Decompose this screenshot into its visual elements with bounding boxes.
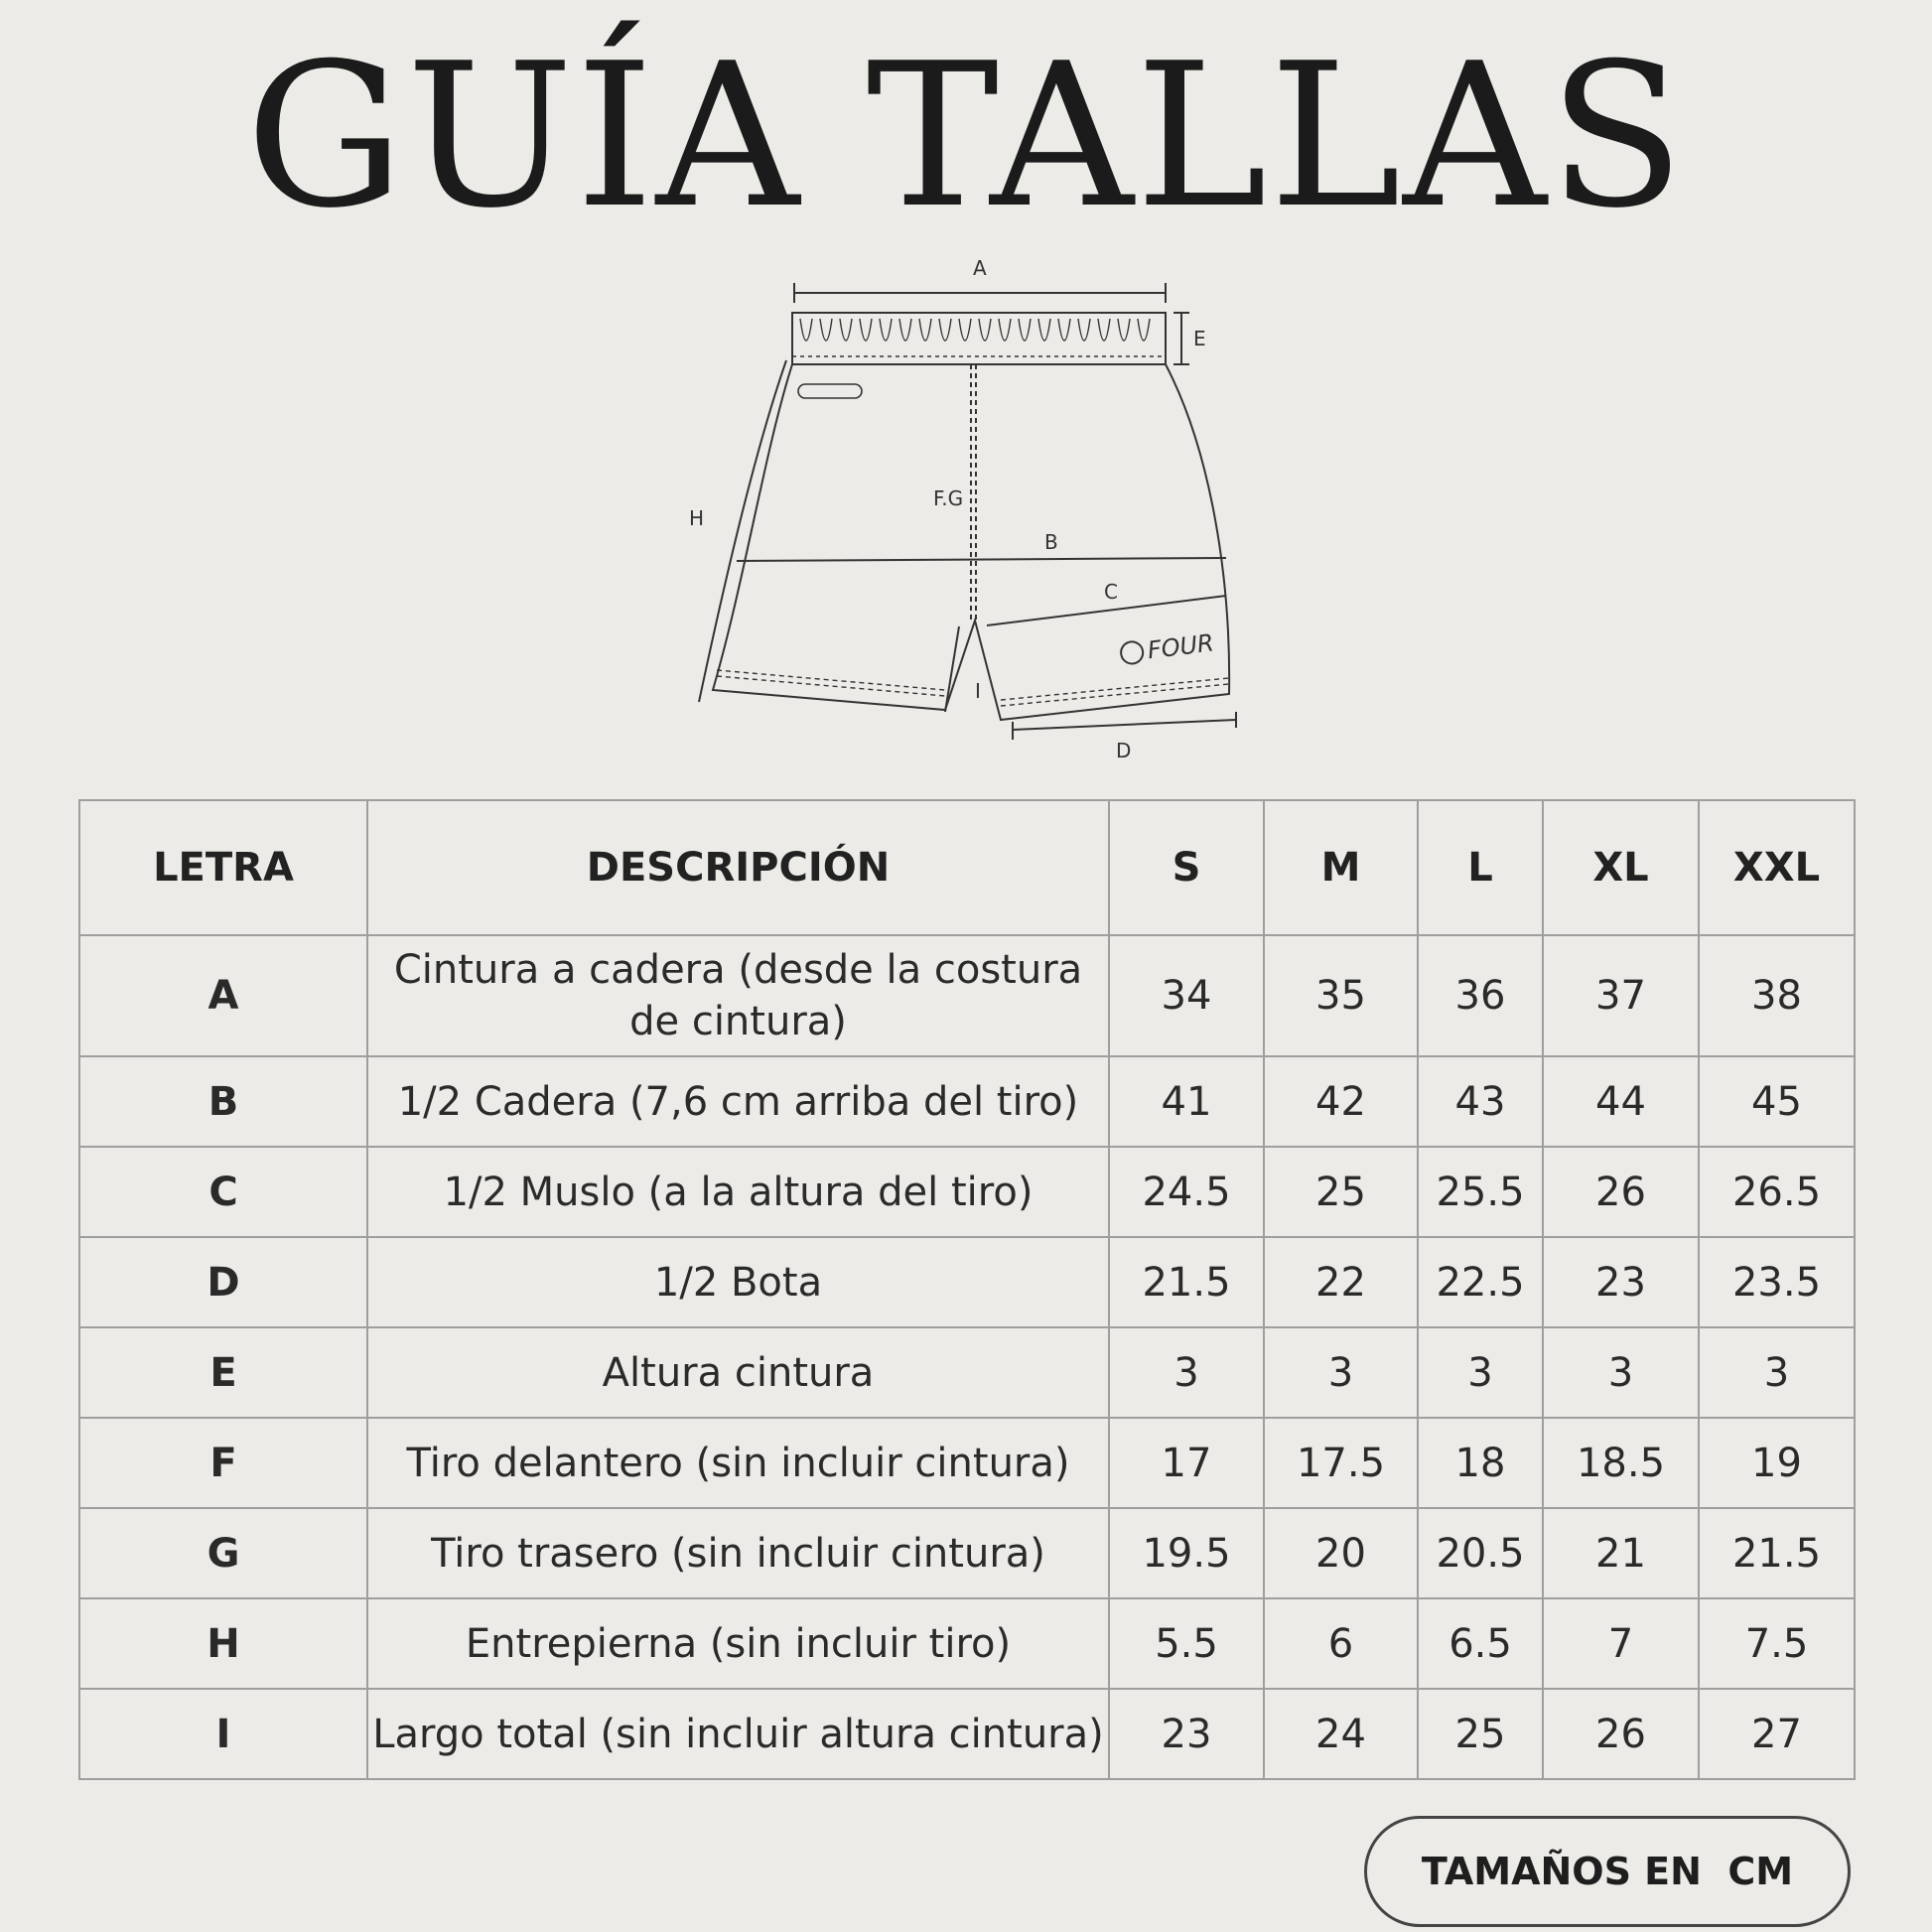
cell-letter: F (79, 1418, 367, 1508)
cell-letter: B (79, 1056, 367, 1147)
cell-xl: 26 (1543, 1147, 1699, 1237)
cell-description: Cintura a cadera (desde la costura de cintura) (367, 935, 1109, 1056)
dimension-line-h (699, 360, 786, 702)
table-row (79, 1508, 1855, 1598)
measure-line-i (945, 626, 959, 712)
cell-xl: 21 (1543, 1508, 1699, 1598)
cell-m: 25 (1264, 1147, 1418, 1237)
table-row (79, 1237, 1855, 1327)
cell-xxl: 23.5 (1699, 1237, 1855, 1327)
table-row (79, 1598, 1855, 1689)
cell-xxl: 45 (1699, 1056, 1855, 1147)
cell-letter: E (79, 1327, 367, 1418)
cell-l: 20.5 (1418, 1508, 1543, 1598)
cell-xl: 44 (1543, 1056, 1699, 1147)
back-label (798, 384, 862, 398)
table-row (79, 1056, 1855, 1147)
label-d: D (1116, 739, 1132, 762)
cell-xl: 18.5 (1543, 1418, 1699, 1508)
cell-m: 17.5 (1264, 1418, 1418, 1508)
table-row (79, 1418, 1855, 1508)
dimension-line-d (1013, 720, 1236, 730)
cell-m: 6 (1264, 1598, 1418, 1689)
cell-description: 1/2 Muslo (a la altura del tiro) (367, 1147, 1109, 1237)
cell-letter: H (79, 1598, 367, 1689)
cell-description: Entrepierna (sin incluir tiro) (367, 1598, 1109, 1689)
cell-l: 25 (1418, 1689, 1543, 1779)
cell-letter: C (79, 1147, 367, 1237)
units-note-badge: TAMAÑOS EN CM (1364, 1816, 1851, 1927)
shorts-diagram (675, 253, 1271, 769)
size-chart-table (78, 799, 1856, 1780)
cell-description: 1/2 Cadera (7,6 cm arriba del tiro) (367, 1056, 1109, 1147)
brand-logo-icon (1120, 640, 1145, 665)
table-row (79, 1147, 1855, 1237)
cell-letter: I (79, 1689, 367, 1779)
header-description: DESCRIPCIÓN (367, 800, 1109, 935)
cell-description: Altura cintura (367, 1327, 1109, 1418)
label-b: B (1044, 530, 1058, 554)
cell-s: 24.5 (1109, 1147, 1264, 1237)
header-size-xl: XL (1543, 800, 1699, 935)
label-e: E (1193, 327, 1206, 350)
cell-xxl: 26.5 (1699, 1147, 1855, 1237)
cell-m: 42 (1264, 1056, 1418, 1147)
cell-l: 43 (1418, 1056, 1543, 1147)
cell-xxl: 19 (1699, 1418, 1855, 1508)
cell-xxl: 38 (1699, 935, 1855, 1056)
cell-s: 34 (1109, 935, 1264, 1056)
cell-description: 1/2 Bota (367, 1237, 1109, 1327)
cell-letter: G (79, 1508, 367, 1598)
cell-s: 17 (1109, 1418, 1264, 1508)
cell-xl: 26 (1543, 1689, 1699, 1779)
cell-l: 22.5 (1418, 1237, 1543, 1327)
table-row (79, 1327, 1855, 1418)
cell-l: 6.5 (1418, 1598, 1543, 1689)
cell-s: 21.5 (1109, 1237, 1264, 1327)
header-letter: LETRA (79, 800, 367, 935)
cell-xl: 37 (1543, 935, 1699, 1056)
cell-l: 18 (1418, 1418, 1543, 1508)
label-c: C (1104, 580, 1118, 604)
cell-xl: 23 (1543, 1237, 1699, 1327)
cell-xxl: 27 (1699, 1689, 1855, 1779)
label-fg: F.G (933, 486, 964, 510)
table-row (79, 935, 1855, 1056)
cell-xxl: 21.5 (1699, 1508, 1855, 1598)
cell-l: 3 (1418, 1327, 1543, 1418)
cell-m: 3 (1264, 1327, 1418, 1418)
cell-xl: 7 (1543, 1598, 1699, 1689)
cell-m: 22 (1264, 1237, 1418, 1327)
cell-m: 24 (1264, 1689, 1418, 1779)
header-size-m: M (1264, 800, 1418, 935)
cell-description: Tiro delantero (sin incluir cintura) (367, 1418, 1109, 1508)
cell-s: 19.5 (1109, 1508, 1264, 1598)
page-title: GUÍA TALLAS (245, 21, 1687, 252)
cell-m: 35 (1264, 935, 1418, 1056)
cell-m: 20 (1264, 1508, 1418, 1598)
header-size-s: S (1109, 800, 1264, 935)
cell-xxl: 3 (1699, 1327, 1855, 1418)
cell-description: Tiro trasero (sin incluir cintura) (367, 1508, 1109, 1598)
cell-xxl: 7.5 (1699, 1598, 1855, 1689)
cell-xl: 3 (1543, 1327, 1699, 1418)
cell-description: Largo total (sin incluir altura cintura) (367, 1689, 1109, 1779)
table-row (79, 1689, 1855, 1779)
cell-s: 5.5 (1109, 1598, 1264, 1689)
label-h: H (689, 506, 705, 530)
cell-letter: A (79, 935, 367, 1056)
measure-line-b (737, 558, 1226, 561)
cell-s: 41 (1109, 1056, 1264, 1147)
cell-l: 25.5 (1418, 1147, 1543, 1237)
header-size-xxl: XXL (1699, 800, 1855, 935)
brand-logo-text: FOUR (1146, 628, 1216, 665)
cell-s: 23 (1109, 1689, 1264, 1779)
waistband-gathers (800, 319, 1150, 341)
shorts-body (713, 364, 1229, 720)
cell-letter: D (79, 1237, 367, 1327)
table-header-row (79, 800, 1855, 935)
shorts-technical-drawing (675, 253, 1271, 769)
cell-s: 3 (1109, 1327, 1264, 1418)
header-size-l: L (1418, 800, 1543, 935)
cell-l: 36 (1418, 935, 1543, 1056)
label-a: A (973, 256, 987, 280)
label-i: I (975, 679, 981, 703)
